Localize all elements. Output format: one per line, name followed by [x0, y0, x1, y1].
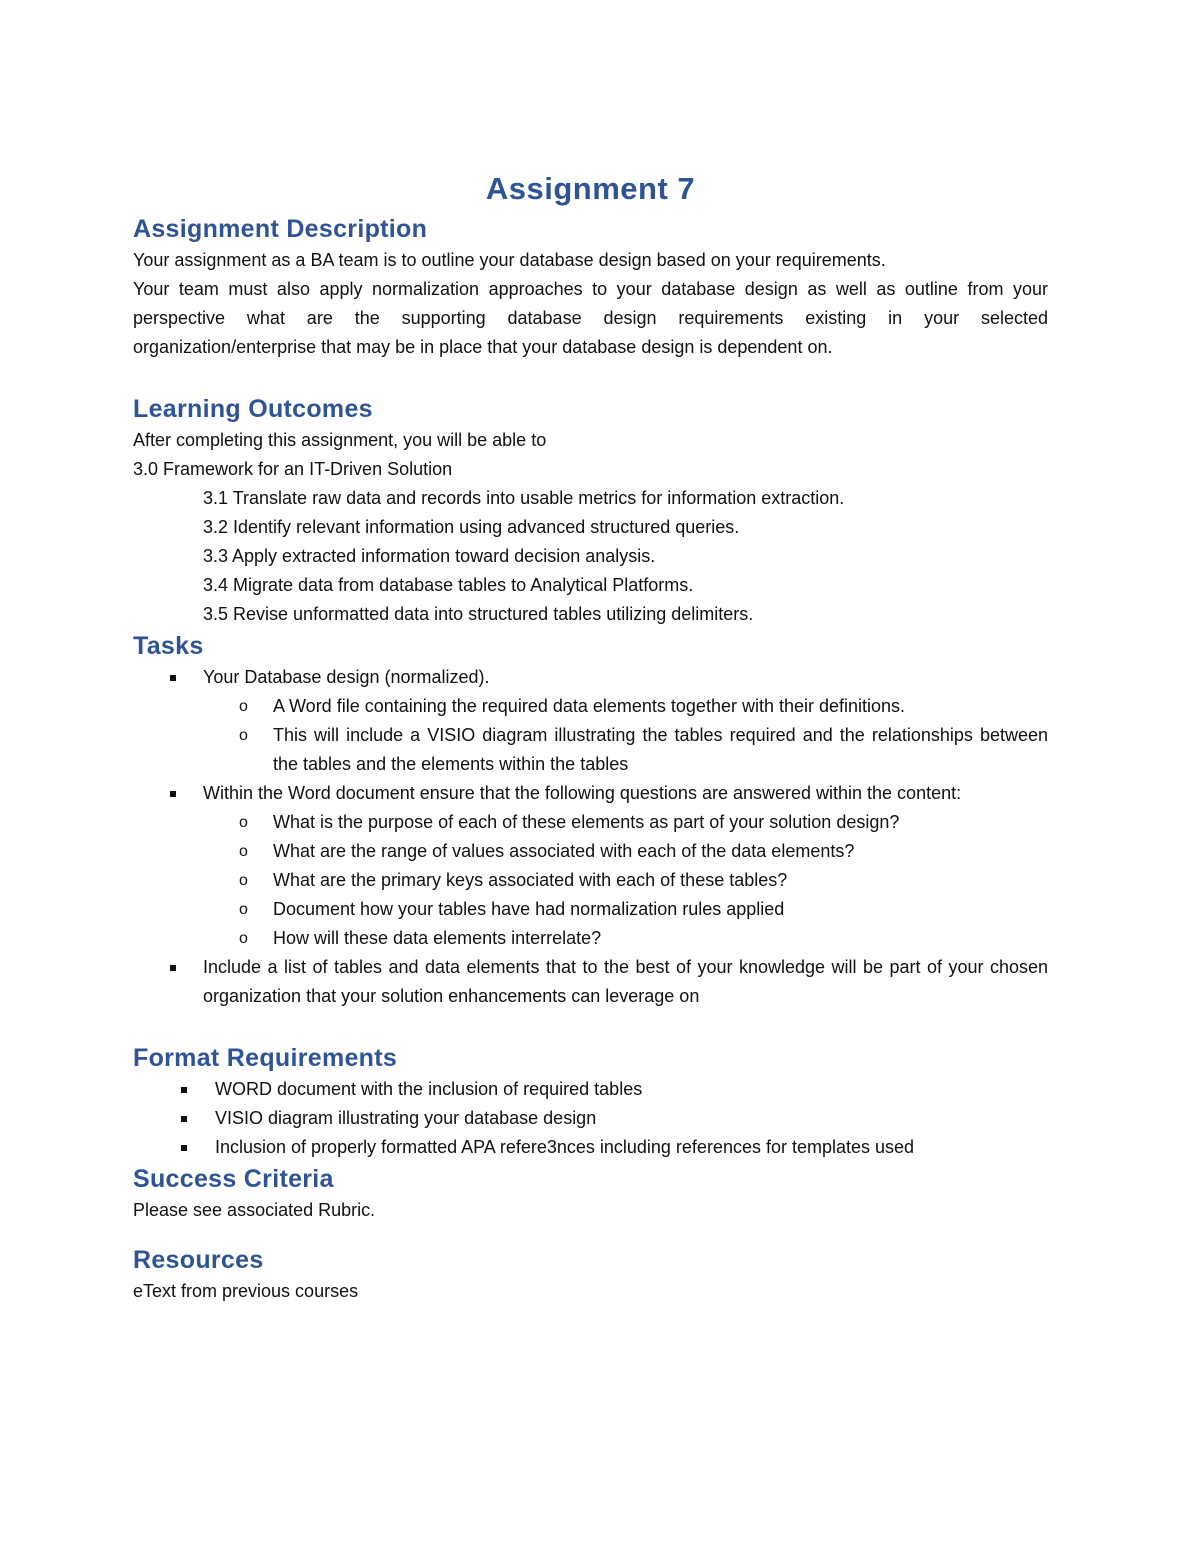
circle-bullet-icon: o — [239, 698, 248, 715]
success-criteria-heading: Success Criteria — [133, 1165, 334, 1193]
circle-bullet-icon: o — [239, 814, 248, 831]
spacer — [133, 362, 1048, 392]
circle-bullet-icon: o — [239, 872, 248, 889]
square-bullet-icon — [170, 965, 176, 971]
resources-heading: Resources — [133, 1246, 264, 1274]
learning-outcome-item: 3.2 Identify relevant information using advanced structured queries. — [203, 517, 740, 537]
learning-outcome-item: 3.1 Translate raw data and records into usable metrics for information extraction. — [203, 488, 845, 508]
circle-bullet-icon: o — [239, 843, 248, 860]
square-bullet-icon — [170, 791, 176, 797]
format-requirement-item — [133, 1075, 1048, 1104]
task-item — [133, 779, 1048, 953]
learning-outcome-item: 3.4 Migrate data from database tables to Analytical Platforms. — [203, 575, 694, 595]
circle-bullet-icon: o — [239, 930, 248, 947]
tasks-heading: Tasks — [133, 632, 204, 660]
circle-bullet-icon: o — [239, 727, 248, 744]
square-bullet-icon — [181, 1116, 187, 1122]
task-subitem — [133, 837, 1048, 866]
format-requirement-item — [133, 1104, 1048, 1133]
page-title: Assignment 7 — [485, 171, 696, 206]
resources-text: eText from previous courses — [133, 1281, 359, 1301]
task-item-text: Within the Word document ensure that the following questions are answered within the content: — [203, 783, 962, 803]
task-item — [133, 953, 1048, 1011]
learning-outcome-item: 3.5 Revise unformatted data into structured tables utilizing delimiters. — [203, 604, 754, 624]
spacer — [133, 1225, 1048, 1243]
success-criteria-text: Please see associated Rubric. — [133, 1200, 376, 1220]
task-sublist — [133, 808, 1048, 953]
format-requirements-list — [133, 1075, 1048, 1162]
tasks-list — [133, 663, 1048, 1011]
task-subitem — [133, 721, 1048, 779]
task-subitem-text: What are the primary keys associated with each of these tables? — [273, 870, 788, 890]
task-item — [133, 663, 1048, 779]
learning-outcome-item: 3.3 Apply extracted information toward decision analysis. — [203, 546, 656, 566]
assignment-description-heading: Assignment Description — [133, 215, 428, 243]
task-item-text: Your Database design (normalized). — [203, 667, 490, 687]
square-bullet-icon — [181, 1087, 187, 1093]
task-subitem — [133, 808, 1048, 837]
document-content — [133, 166, 1048, 1306]
square-bullet-icon — [181, 1145, 187, 1151]
task-subitem-text: A Word file containing the required data elements together with their definitions. — [273, 696, 906, 716]
task-item-text: Include a list of tables and data elements that to the best of your knowledge will be part of your chosen organization that your solution enhancements can leverage on — [203, 957, 1048, 1006]
assignment-description-para2: Your team must also apply normalization approaches to your database design as well as outline from your perspective what are the supporting database design requirements existing in your selected organization/enterprise that may be in place that your database design is dependent on. — [133, 279, 1048, 357]
task-subitem-text: This will include a VISIO diagram illustrating the tables required and the relationships between the tables and the elements within the tables — [273, 725, 1048, 774]
task-subitem — [133, 866, 1048, 895]
task-subitem-text: What is the purpose of each of these elements as part of your solution design? — [273, 812, 900, 832]
assignment-description-line1: Your assignment as a BA team is to outline your database design based on your requirements. — [133, 250, 886, 270]
task-subitem — [133, 895, 1048, 924]
square-bullet-icon — [170, 675, 176, 681]
task-subitem — [133, 692, 1048, 721]
learning-outcomes-framework: 3.0 Framework for an IT-Driven Solution — [133, 459, 453, 479]
task-subitem — [133, 924, 1048, 953]
task-subitem-text: How will these data elements interrelate? — [273, 928, 602, 948]
task-sublist — [133, 692, 1048, 779]
format-requirement-text: WORD document with the inclusion of required tables — [215, 1079, 643, 1099]
format-requirements-heading: Format Requirements — [133, 1044, 398, 1072]
format-requirement-item — [133, 1133, 1048, 1162]
learning-outcomes-heading: Learning Outcomes — [133, 395, 373, 423]
format-requirement-text: VISIO diagram illustrating your database design — [215, 1108, 597, 1128]
learning-outcomes-intro: After completing this assignment, you will be able to — [133, 430, 547, 450]
format-requirement-text: Inclusion of properly formatted APA refere3nces including references for templates used — [215, 1137, 915, 1157]
circle-bullet-icon: o — [239, 901, 248, 918]
spacer — [133, 1011, 1048, 1041]
task-subitem-text: Document how your tables have had normalization rules applied — [273, 899, 785, 919]
task-subitem-text: What are the range of values associated with each of the data elements? — [273, 841, 855, 861]
